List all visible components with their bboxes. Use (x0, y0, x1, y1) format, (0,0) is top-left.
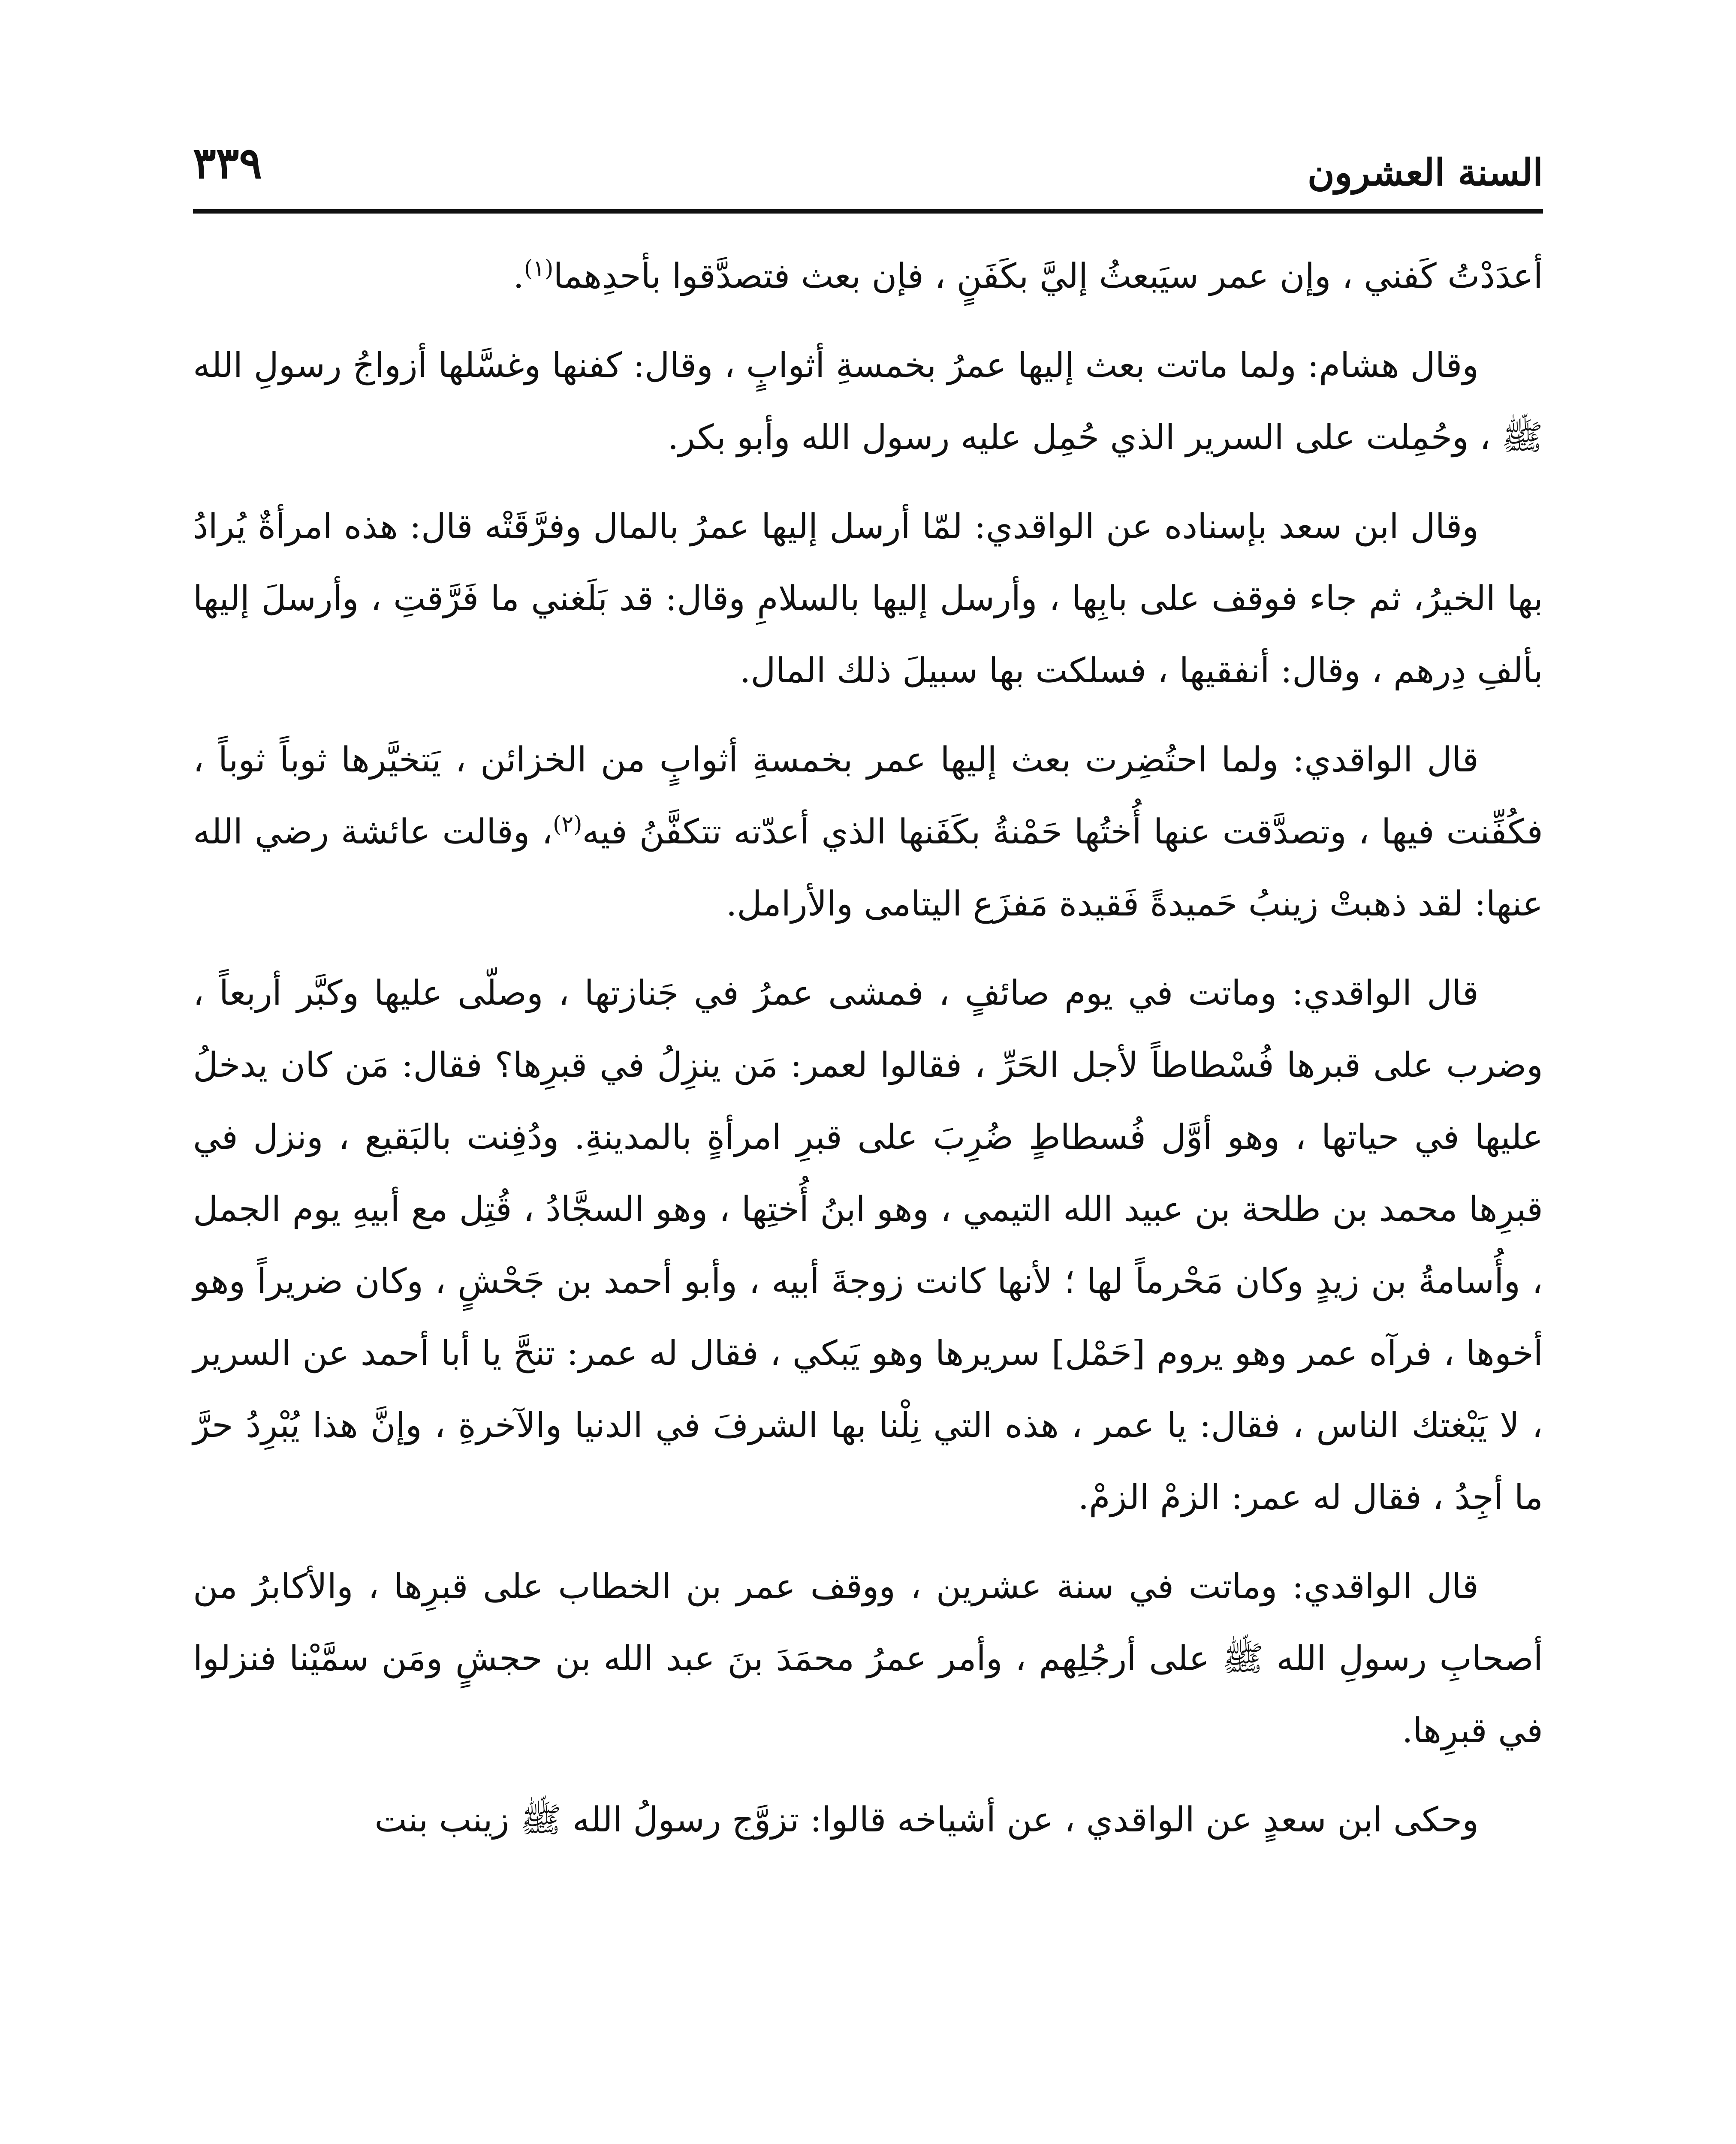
page-header (193, 137, 1543, 210)
paragraph-tail: ، وقالت عائشة رضي الله عنها: لقد ذهبتْ زينبُ حَميدةً فَقيدة مَفزَع اليتامى والأرامل. (193, 812, 1543, 924)
paragraph-text: أعدَدْتُ كَفني ، وإن عمر سيَبعثُ إليَّ بكَفَنٍ ، فإن بعث فتصدَّقوا بأحدِهما (553, 256, 1543, 296)
running-title: السنة العشرون (1307, 151, 1543, 194)
paragraph-text: وحكى ابن سعدٍ عن الواقدي ، عن أشياخه قالوا: تزوَّج رسولُ الله ﷺ زينب بنت (374, 1800, 1479, 1840)
footnote-ref-2: (٢) (552, 811, 582, 837)
paragraph-2 (193, 329, 1543, 473)
header-divider (193, 209, 1543, 214)
paragraph-text: قال الواقدي: ولما احتُضِرت بعث إليها عمر بخمسةِ أثوابٍ من الخزائن ، يَتخيَّرها ثوباً ثوباً ، فكُفِّنت فيها ، وتصدَّقت عنها أُختُها حَمْنةُ بكَفَنها الذي أعدّته تتكفَّنُ فيه (193, 740, 1543, 852)
paragraph-text: وقال هشام: ولما ماتت بعث إليها عمرُ بخمسةِ أثوابٍ ، وقال: كفنها وغسَّلها أزواجُ رسولِ الله ﷺ ، وحُمِلت على السرير الذي حُمِل عليه رسول الله وأبو بكر. (193, 345, 1543, 457)
paragraph-6 (193, 1551, 1543, 1767)
paragraph-text: قال الواقدي: وماتت في يوم صائفٍ ، فمشى عمرُ في جَنازتها ، وصلّى عليها وكبَّر أربعاً ، وضرب على قبرها فُسْطاطاً لأجل الحَرِّ ، فقالوا لعمر: مَن ينزِلُ في قبرِها؟ فقال: مَن كان يدخلُ عليها في حياتها ، وهو أوَّل فُسطاطٍ ضُرِبَ على قبرِ امرأةٍ بالمدينةِ. ودُفِنت بالبَقيع ، ونزل في قبرِها محمد بن طلحة بن عبيد الله التيمي ، وهو ابنُ أُختِها ، وهو السجَّادُ ، قُتِل مع أبيهِ يوم الجمل ، وأُسامةُ بن زيدٍ وكان مَحْرماً لها ؛ لأنها كانت زوجةَ أبيه ، وأبو أحمد بن جَحْشٍ ، وكان ضريراً وهو أخوها ، فرآه عمر وهو يروم [حَمْل] سريرها وهو يَبكي ، فقال له عمر: تنحَّ يا أبا أحمد عن السرير ، لا يَبْغتك الناس ، فقال: يا عمر ، هذه التي نِلْنا بها الشرفَ في الدنيا والآخرةِ ، وإنَّ هذا يُبْرِدُ حرَّ ما أجِدُ ، فقال له عمر: الزمْ الزمْ. (193, 973, 1543, 1517)
paragraph-text: وقال ابن سعد بإسناده عن الواقدي: لمّا أرسل إليها عمرُ بالمال وفرَّقَتْه قال: هذه امرأةٌ يُرادُ بها الخيرُ، ثم جاء فوقف على بابِها ، وأرسل إليها بالسلامِ وقال: قد بَلَغني ما فَرَّقتِ ، وأرسلَ إليها بألفِ دِرهم ، وقال: أنفقيها ، فسلكت بها سبيلَ ذلك المال. (193, 506, 1543, 690)
paragraph-4 (193, 724, 1543, 940)
paragraph-3 (193, 491, 1543, 707)
page-number: ٣٣٩ (193, 138, 262, 188)
paragraph-1 (193, 240, 1543, 312)
paragraph-tail: . (513, 256, 524, 296)
paragraph-7 (193, 1784, 1543, 1856)
paragraph-5 (193, 957, 1543, 1533)
footnote-ref-1: (١) (524, 256, 554, 282)
main-text (193, 240, 1543, 1873)
paragraph-text: قال الواقدي: وماتت في سنة عشرين ، ووقف عمر بن الخطاب على قبرِها ، والأكابرُ من أصحابِ رسولِ الله ﷺ على أرجُلِهم ، وأمر عمرُ محمَدَ بنَ عبد الله بن حجشٍ ومَن سمَّيْنا فنزلوا في قبرِها. (193, 1566, 1543, 1750)
